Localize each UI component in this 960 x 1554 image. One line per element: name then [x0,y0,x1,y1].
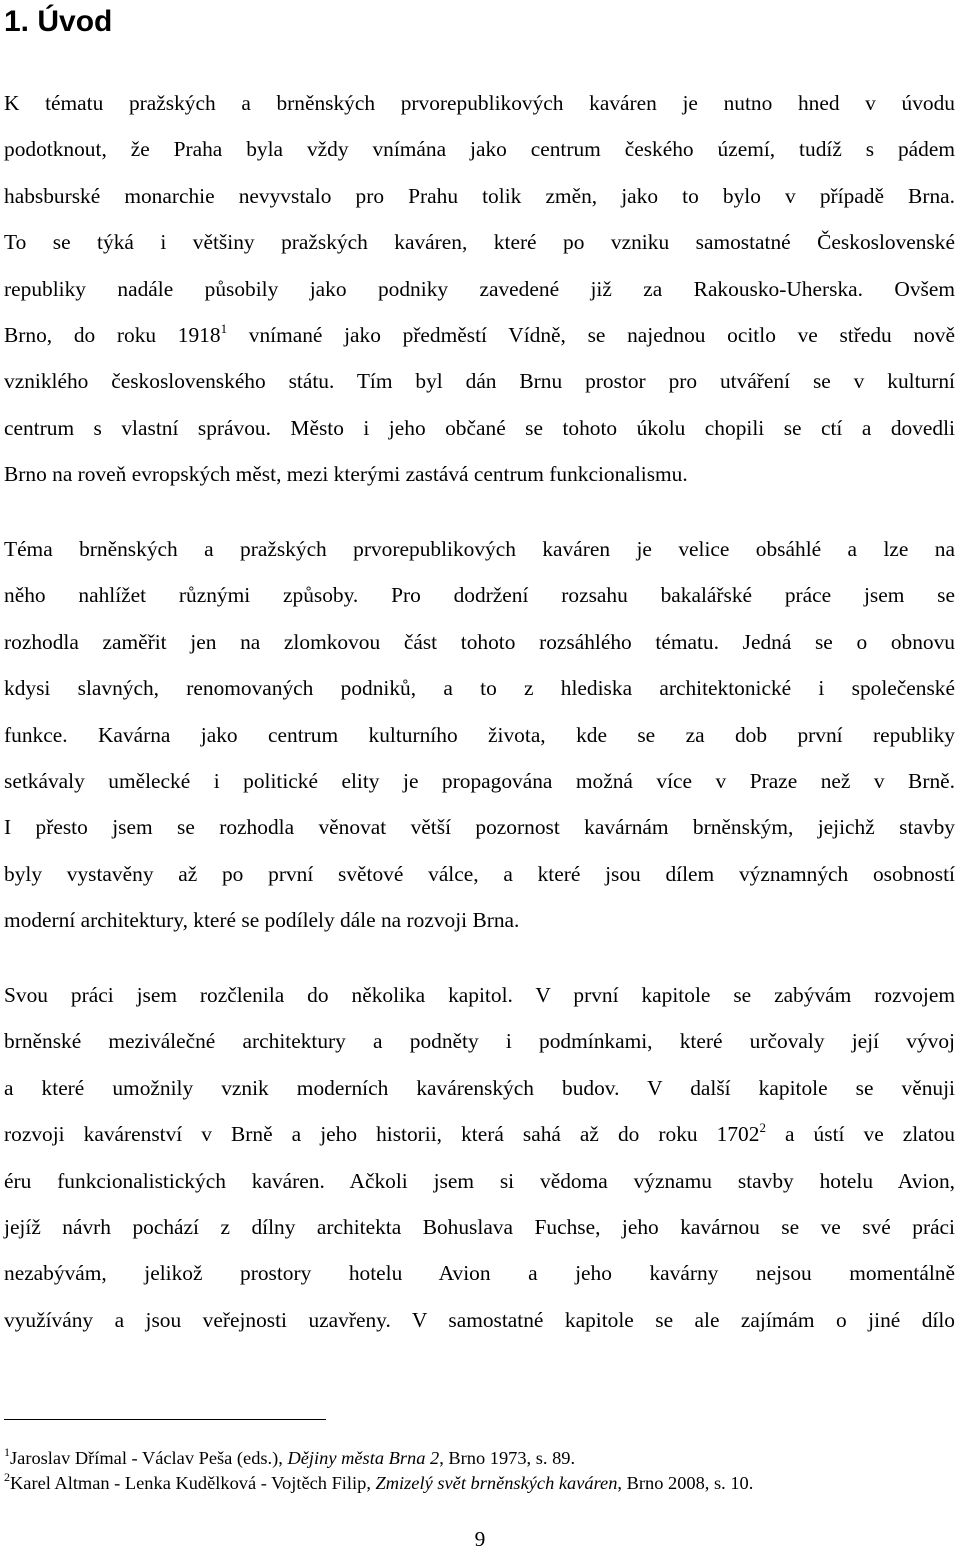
footnote-title: Dějiny města Brna 2 [287,1448,440,1468]
footnote-details: , Brno 2008, s. 10. [617,1473,754,1493]
footnote-authors: Karel Altman - Lenka Kudělková - Vojtěch Filip, [10,1473,376,1493]
text-line: éru funkcionalistických kaváren. Ačkoli jsem si vědoma významu stavby hotelu Avion, [4,1168,955,1193]
text-line-with-footnote [4,1111,955,1157]
text-line: moderní architektury, které se podílely dále na rozvoji Brna. [4,908,520,933]
text-line: setkávaly umělecké i politické elity je propagována možná více v Praze než v Brně. [4,769,955,794]
text-line: využívány a jsou veřejnosti uzavřeny. V samostatné kapitole se ale zajímám o jiné dílo [4,1307,955,1332]
chapter-heading: 1. Úvod [4,5,113,38]
text-line: něho nahlížet různými způsoby. Pro dodržení rozsahu bakalářské práce jsem se [4,583,955,608]
text-line: podotknout, že Praha byla vždy vnímána jako centrum českého území, tudíž s pádem [4,137,955,162]
footnotes [4,1446,955,1496]
text-line: K tématu pražských a brněnských prvorepublikových kaváren je nutno hned v úvodu [4,91,955,115]
footnote-separator [4,1419,326,1420]
line-text: a ústí ve zlatou [765,1122,955,1147]
line-text: Brno, do roku 1918 [4,323,221,348]
text-line: Brno na roveň evropských měst, mezi kterými zastává centrum funkcionalismu. [4,462,688,487]
text-line: a které umožnily vznik moderních kavárenských budov. V další kapitole se věnuji [4,1075,955,1100]
text-line: vzniklého československého státu. Tím byl dán Brnu prostor pro utváření se v kulturní [4,369,955,394]
text-line: I přesto jsem se rozhodla věnovat větší pozornost kavárnám brněnským, jejichž stavby [4,815,955,840]
text-line: nezabývám, jelikož prostory hotelu Avion a jeho kavárny nejsou momentálně [4,1261,955,1286]
footnote-title: Zmizelý svět brněnských kaváren [375,1473,618,1493]
footnote-details: , Brno 1973, s. 89. [439,1448,576,1468]
text-line: brněnské meziválečné architektury a podněty i podmínkami, které určovaly její vývoj [4,1029,955,1054]
text-line: jejíž návrh pochází z dílny architekta Bohuslava Fuchse, jeho kavárnou se ve své práci [4,1215,955,1240]
text-line: habsburské monarchie nevyvstalo pro Prahu tolik změn, jako to bylo v případě Brna. [4,183,955,208]
paragraph-3 [4,972,955,1343]
paragraph-2 [4,526,955,944]
text-line: To se týká i většiny pražských kaváren, které po vzniku samostatné Československé [4,230,955,255]
footnote-reference: 2 [759,1120,766,1136]
text-line: Téma brněnských a pražských prvorepublikových kaváren je velice obsáhlé a lze na [4,537,955,561]
page-number: 9 [474,1527,486,1551]
text-line: centrum s vlastní správou. Město i jeho občané se tohoto úkolu chopili se ctí a dovedli [4,415,955,440]
line-text: rozvoji kavárenství v Brně a jeho historii, která sahá až do roku 1702 [4,1122,760,1147]
text-line-with-footnote [4,312,955,358]
text-line: republiky nadále působily jako podniky zavedené již za Rakousko-Uherska. Ovšem [4,276,955,301]
footnote-2 [4,1471,955,1496]
footnote-mark: 2 [4,1470,10,1484]
text-line: rozhodla zaměřit jen na zlomkovou část tohoto rozsáhlého tématu. Jedná se o obnovu [4,629,955,654]
footnote-mark: 1 [4,1445,10,1459]
footnote-1 [4,1446,955,1471]
text-line: Svou práci jsem rozčlenila do několika kapitol. V první kapitole se zabývám rozvojem [4,983,955,1007]
text-line: funkce. Kavárna jako centrum kulturního života, kde se za dob první republiky [4,722,955,747]
footnote-reference: 1 [220,321,228,337]
text-line: kdysi slavných, renomovaných podniků, a to z hlediska architektonické i společenské [4,676,955,701]
paragraph-1 [4,80,955,498]
footnote-authors: Jaroslav Dřímal - Václav Peša (eds.), [10,1448,288,1468]
text-line: byly vystavěny až po první světové válce, a které jsou dílem významných osobností [4,861,955,886]
line-text: vnímané jako předměstí Vídně, se najednou ocitlo ve středu nově [227,323,955,348]
